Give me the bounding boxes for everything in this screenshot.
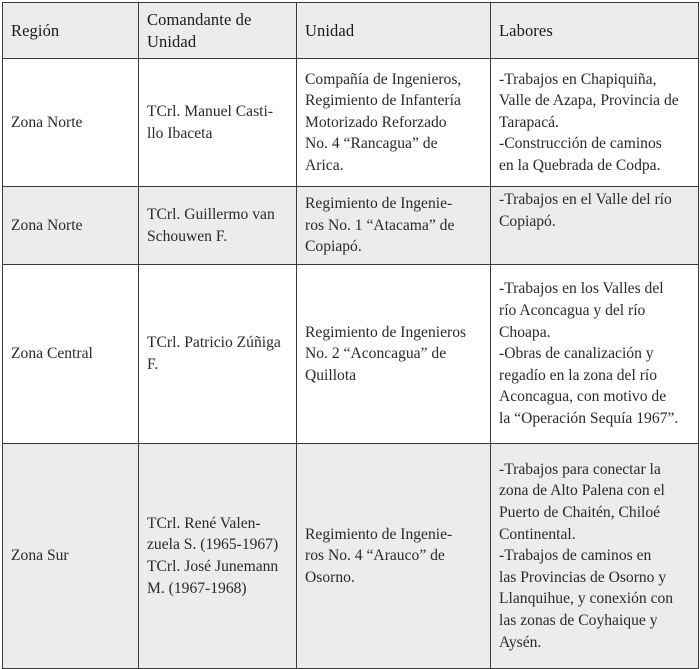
header-labores [491, 3, 699, 59]
cell-unidad [297, 444, 491, 669]
header-unidad [297, 3, 491, 59]
cell-line: Tarapacá. [499, 113, 559, 131]
cell-line: -Trabajos de caminos en [499, 547, 652, 565]
cell-line: Regimiento de Ingenieros [305, 323, 467, 341]
cell-line: en la Quebrada de Codpa. [499, 156, 661, 174]
cell-line: Schouwen F. [147, 227, 228, 245]
cell-line: TCrl. Patricio Zúñiga [147, 334, 281, 352]
cell-region: Zona Central [3, 265, 139, 444]
cell-line: las zonas de Coyhaique y [499, 611, 658, 629]
cell-labores [491, 187, 699, 265]
cell-line: -Trabajos en el Valle del río [499, 191, 672, 208]
cell-line: -Trabajos en los Valles del [499, 280, 664, 298]
header-line: Unidad [147, 31, 197, 51]
cell-comandante [139, 59, 297, 187]
header-line: Unidad [305, 20, 355, 40]
cell-region: Zona Sur [3, 444, 139, 669]
cell-labores [491, 444, 699, 669]
cell-line: la “Operación Sequía 1967”. [499, 409, 679, 427]
cell-line: TCrl. Manuel Casti- [147, 102, 274, 120]
cell-line: llo Ibaceta [147, 124, 213, 142]
cell-line: Compañía de Ingenieros, [305, 70, 462, 88]
header-region [3, 3, 139, 59]
cell-labores [491, 265, 699, 444]
cell-comandante [139, 265, 297, 444]
cell-line: Regimiento de Ingenie- [305, 195, 453, 213]
cell-line: Valle de Azapa, Provincia de [499, 92, 679, 110]
engineering-units-table [2, 2, 699, 669]
cell-line: Regimiento de Ingenie- [305, 525, 453, 543]
cell-line: Aconcagua, con motivo de [499, 388, 667, 406]
cell-line: Continental. [499, 525, 576, 543]
table-row [3, 59, 699, 187]
cell-unidad [297, 59, 491, 187]
cell-line: Choapa. [499, 323, 551, 341]
cell-line: Osorno. [305, 568, 355, 586]
cell-line: Puerto de Chaitén, Chiloé [499, 504, 661, 522]
cell-line: No. 2 “Aconcagua” de [305, 345, 447, 363]
cell-line: Quillota [305, 366, 357, 384]
cell-line: Aysén. [499, 633, 542, 651]
header-line: Comandante de [147, 9, 252, 29]
cell-line: río Aconcagua y del río [499, 302, 646, 320]
cell-line: ros No. 1 “Atacama” de [305, 216, 455, 234]
cell-unidad [297, 187, 491, 265]
table-row [3, 265, 699, 444]
cell-line: zona de Alto Palena con el [499, 482, 665, 500]
table-row [3, 444, 699, 669]
cell-line: -Trabajos en Chapiquiña, [499, 70, 657, 88]
cell-line: Regimiento de Infantería [305, 92, 461, 110]
cell-region: Zona Norte [3, 59, 139, 187]
cell-line: las Provincias de Osorno y [499, 568, 667, 586]
cell-labores [491, 59, 699, 187]
header-line: Labores [499, 20, 553, 40]
cell-line: -Construcción de caminos [499, 135, 662, 153]
cell-line: TCrl. Guillermo van [147, 205, 275, 223]
cell-line: -Obras de canalización y [499, 345, 654, 363]
cell-unidad [297, 265, 491, 444]
cell-line: Motorizado Reforzado [305, 113, 447, 131]
cell-line: regadío en la zona del río [499, 366, 658, 384]
header-line: Región [11, 20, 60, 40]
cell-comandante [139, 444, 297, 669]
table-header-row [3, 3, 699, 59]
cell-line: -Trabajos para conectar la [499, 460, 661, 478]
header-comandante [139, 3, 297, 59]
cell-line: Copiapó. [305, 238, 362, 256]
table-row [3, 187, 699, 265]
cell-line: ros No. 4 “Arauco” de [305, 547, 445, 565]
cell-line: Copiapó. [499, 212, 556, 230]
cell-line: TCrl. René Valen- [147, 514, 261, 532]
cell-line: M. (1967-1968) [147, 579, 247, 597]
cell-line: F. [147, 356, 159, 373]
cell-comandante [139, 187, 297, 265]
cell-region: Zona Norte [3, 187, 139, 265]
cell-line: TCrl. José Junemann [147, 558, 279, 575]
cell-line: Arica. [305, 156, 344, 174]
cell-line: Llanquihue, y conexión con [499, 590, 674, 608]
cell-line: zuela S. (1965-1967) [147, 536, 279, 554]
cell-line: No. 4 “Rancagua” de [305, 135, 438, 153]
